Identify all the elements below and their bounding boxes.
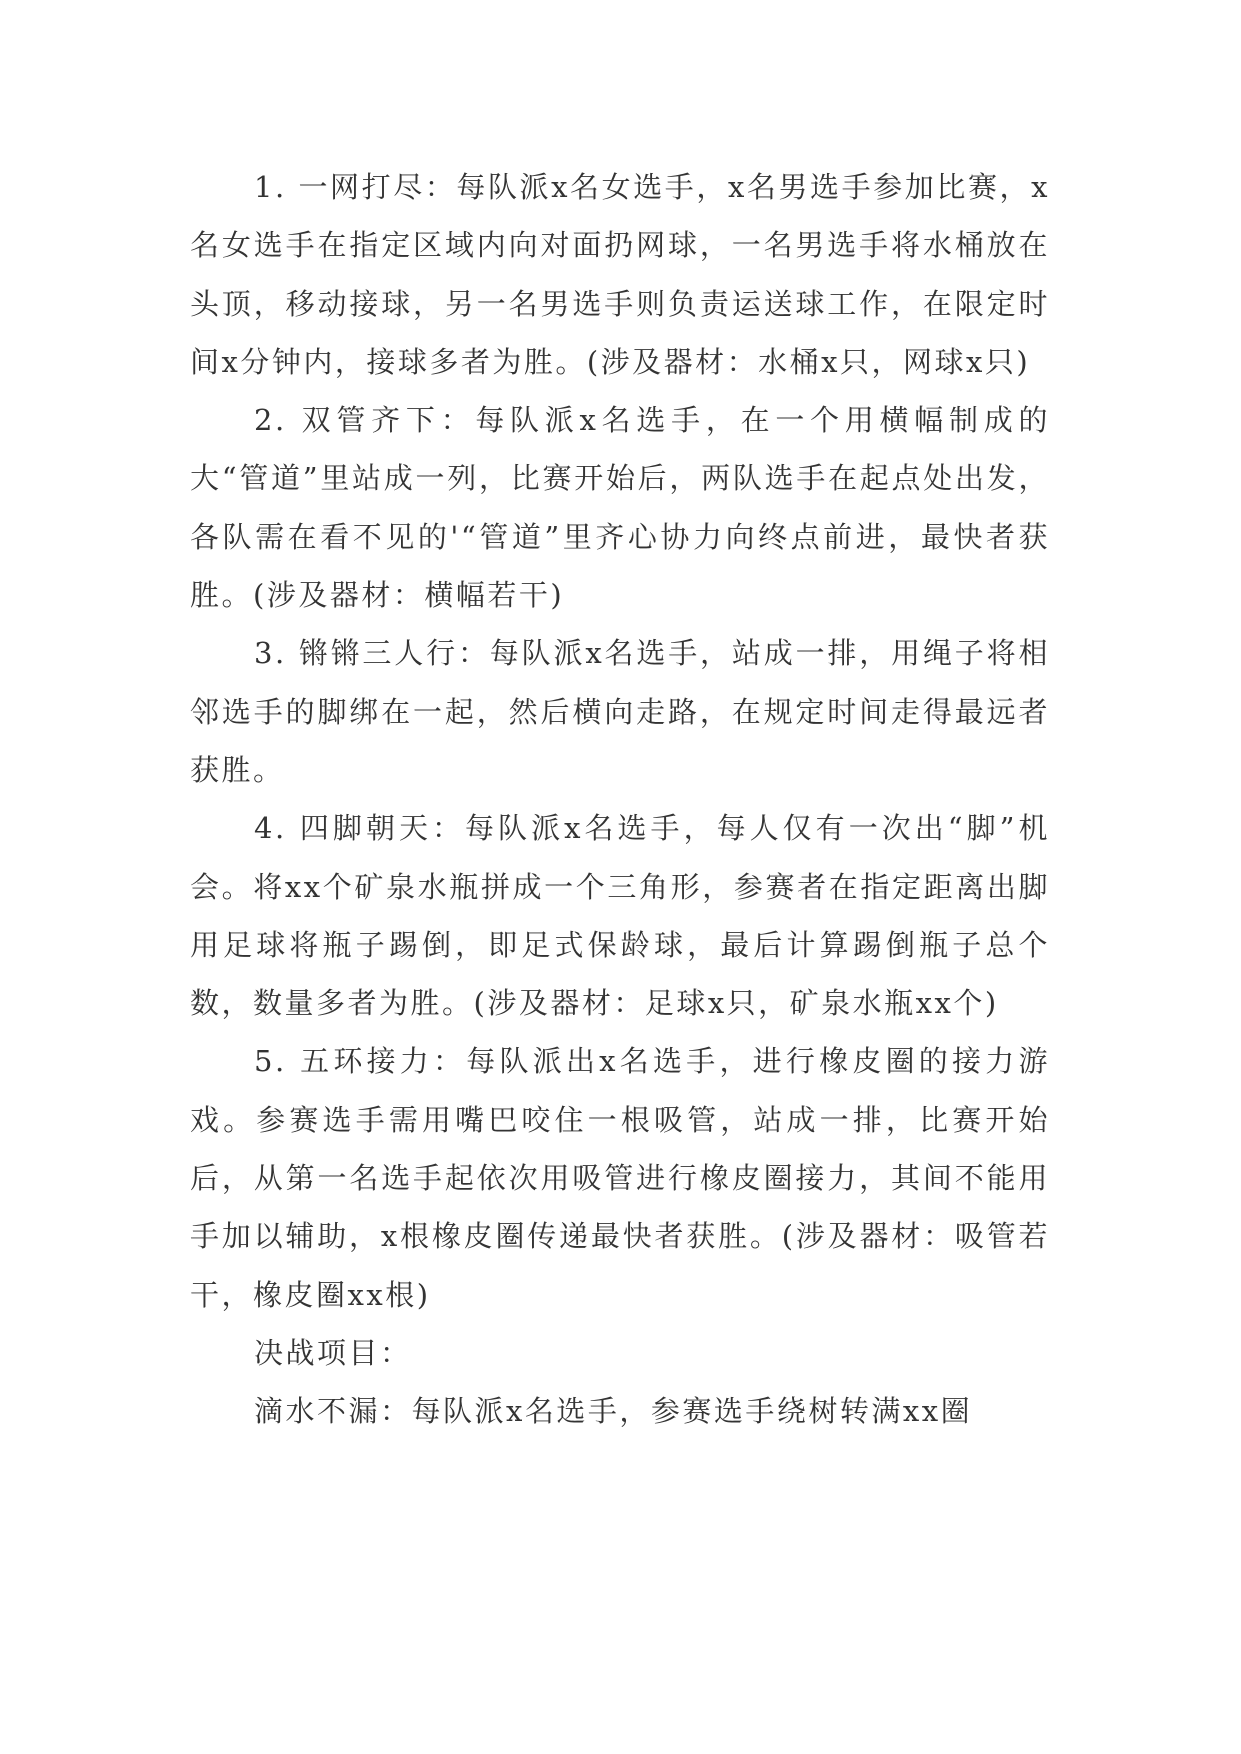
paragraph-game-4: 4. 四脚朝天：每队派x名选手，每人仅有一次出“脚”机会。将xx个矿泉水瓶拼成一个三角形，参赛者在指定距离出脚用足球将瓶子踢倒，即足式保龄球，最后计算踢倒瓶子总个数，数量多者为胜。(涉及器材：足球x只，矿泉水瓶xx个) <box>190 811 1050 1021</box>
section-heading-final: 决战项目： <box>254 1335 412 1370</box>
document-body <box>190 158 1050 1441</box>
paragraph-game-2: 2. 双管齐下：每队派x名选手，在一个用横幅制成的大“管道”里站成一列，比赛开始后，两队选手在起点处出发，各队需在看不见的'“管道”里齐心协力向终点前进，最快者获胜。(涉及器材：横幅若干) <box>190 403 1050 613</box>
paragraph-final-game: 滴水不漏：每队派x名选手，参赛选手绕树转满xx圈 <box>254 1394 973 1429</box>
paragraph-game-5: 5. 五环接力：每队派出x名选手，进行橡皮圈的接力游戏。参赛选手需用嘴巴咬住一根吸管，站成一排，比赛开始后，从第一名选手起依次用吸管进行橡皮圈接力，其间不能用手加以辅助，x根橡皮圈传递最快者获胜。(涉及器材：吸管若干，橡皮圈xx根) <box>190 1044 1050 1312</box>
paragraph-game-1: 1. 一网打尽：每队派x名女选手，x名男选手参加比赛，x名女选手在指定区域内向对面扔网球，一名男选手将水桶放在头顶，移动接球，另一名男选手则负责运送球工作，在限定时间x分钟内，接球多者为胜。(涉及器材：水桶x只，网球x只) <box>190 170 1050 379</box>
paragraph-game-3: 3. 锵锵三人行：每队派x名选手，站成一排，用绳子将相邻选手的脚绑在一起，然后横向走路，在规定时间走得最远者获胜。 <box>190 636 1050 787</box>
